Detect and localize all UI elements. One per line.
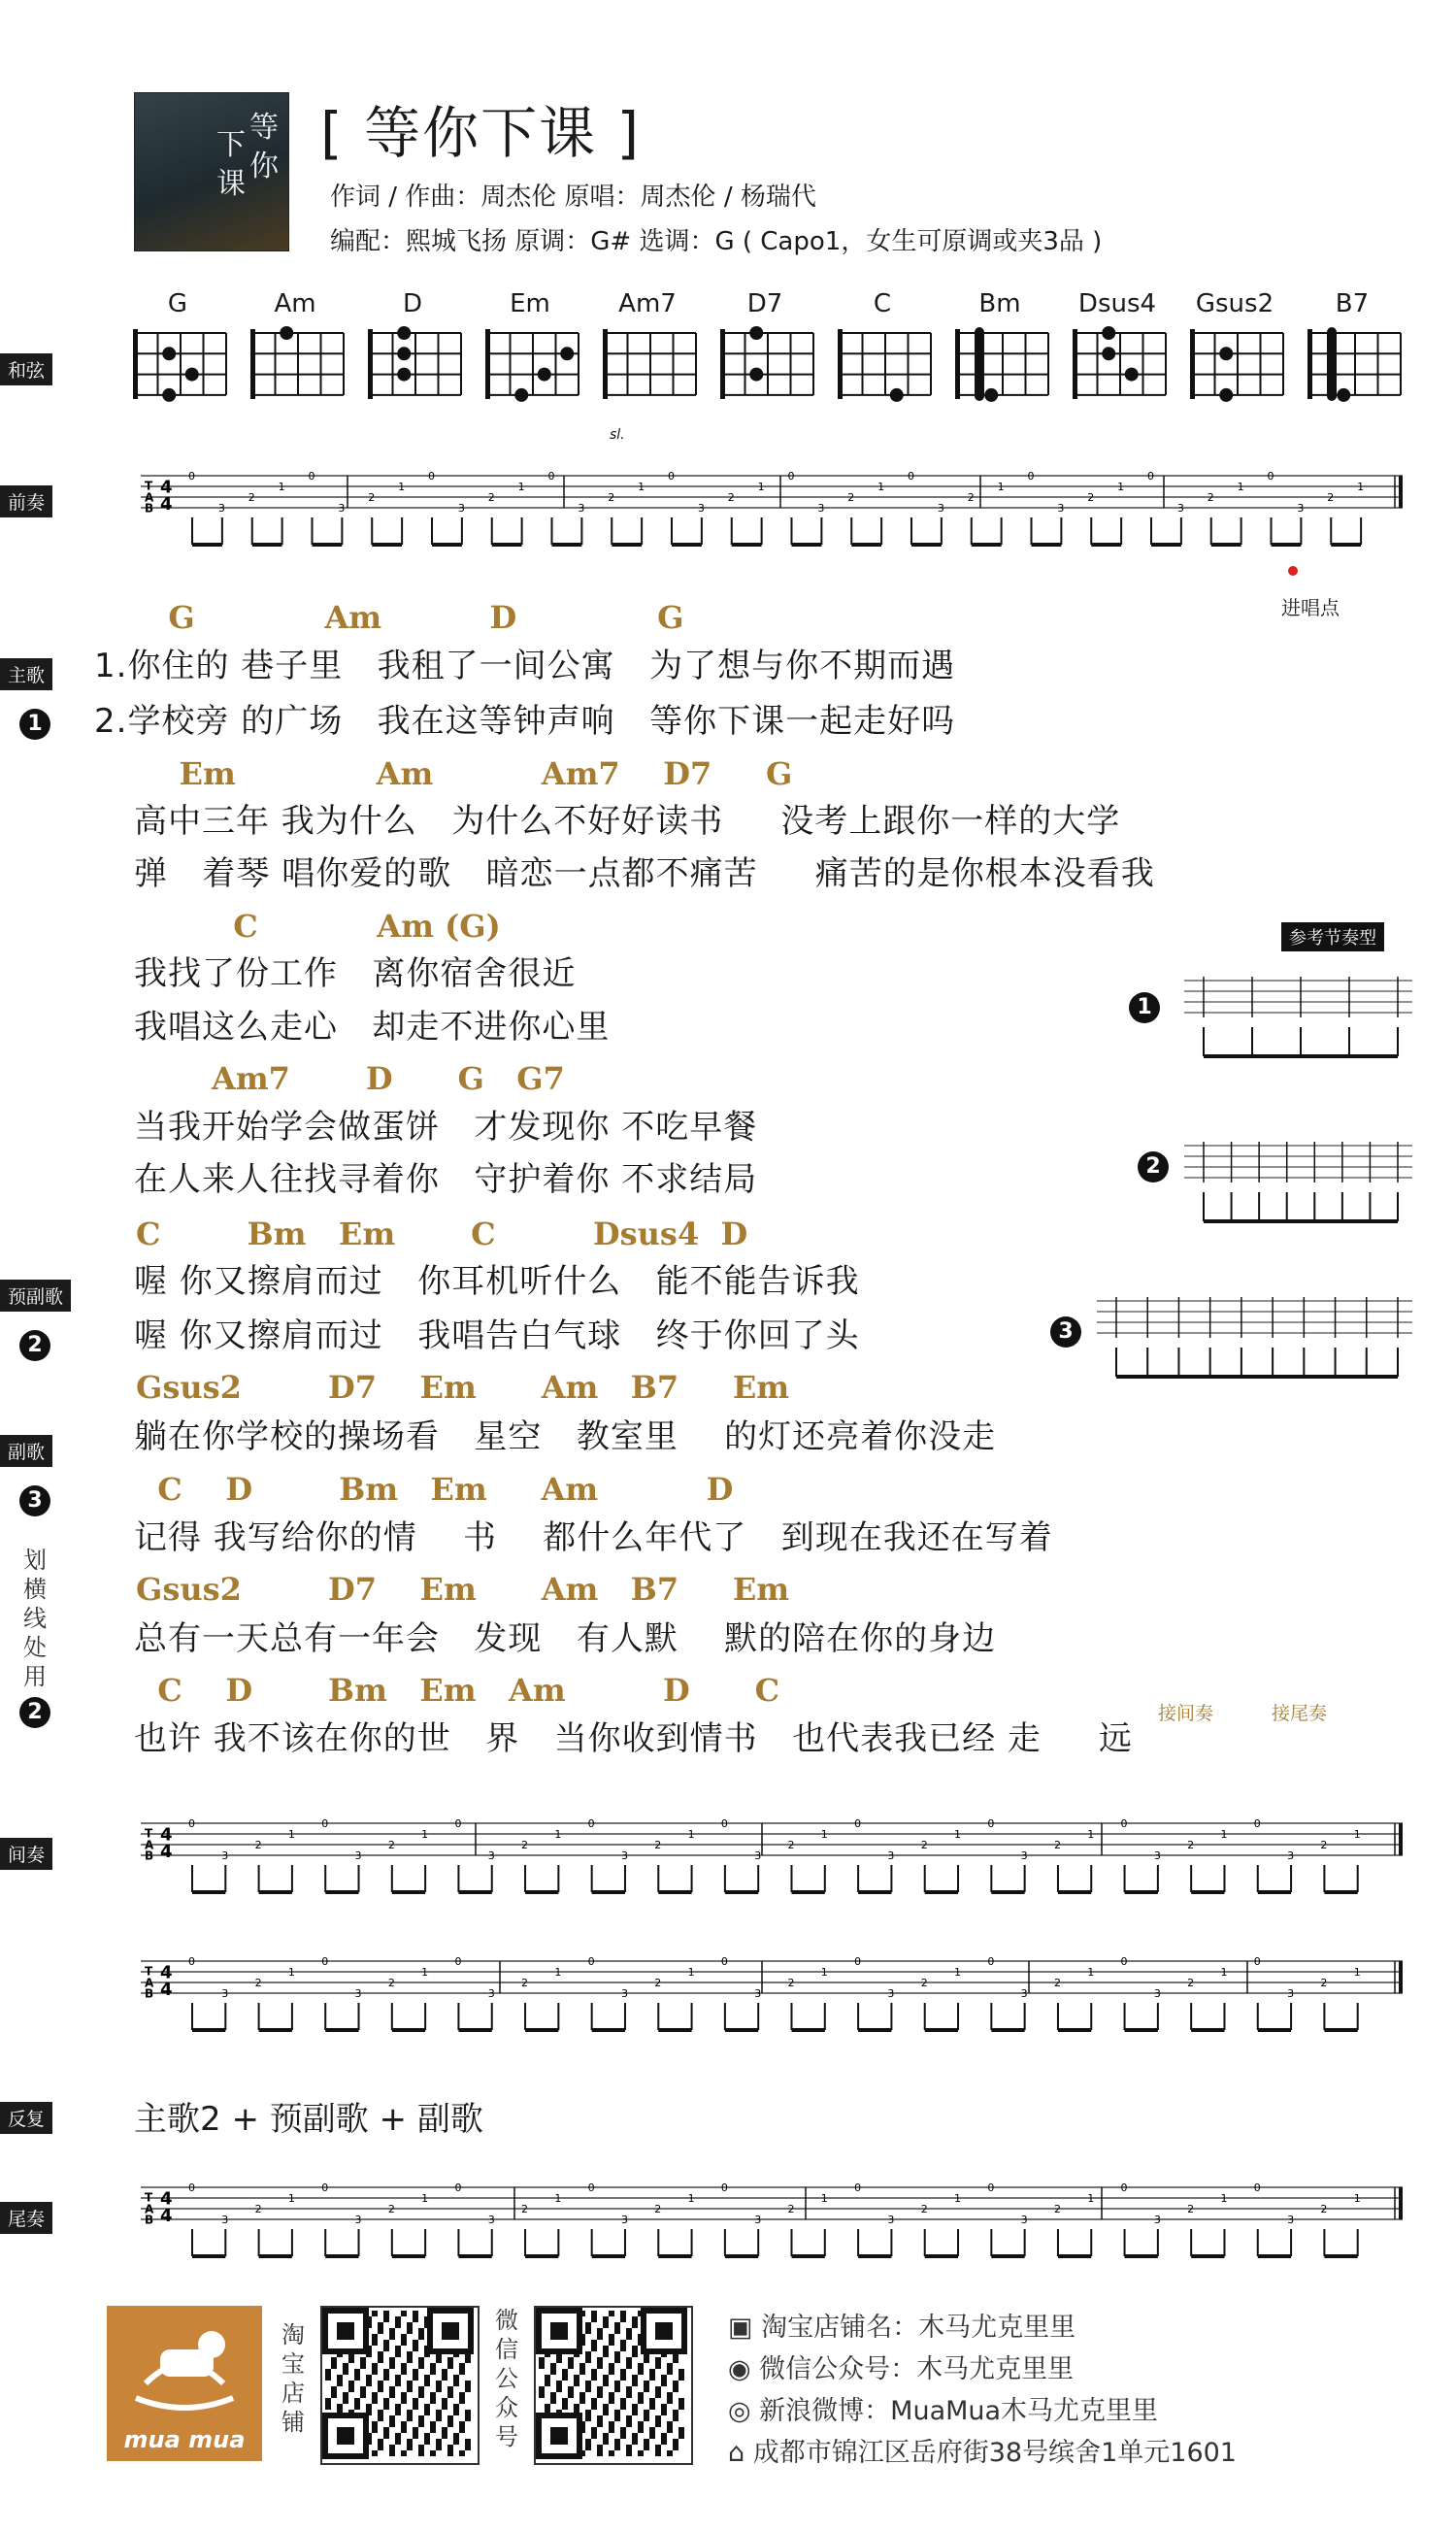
svg-text:2: 2	[1320, 1839, 1328, 1851]
qr2-char: 号	[495, 2423, 518, 2450]
side-note-char: 处	[23, 1634, 47, 1661]
chord-name: Bm	[978, 289, 1021, 318]
svg-text:3: 3	[887, 1849, 895, 1862]
section-label-intro: 前奏	[0, 485, 52, 517]
svg-text:2: 2	[787, 1839, 795, 1851]
svg-text:2: 2	[1327, 491, 1335, 504]
wechat-row	[728, 2348, 1074, 2385]
taobao-qr-code[interactable]	[320, 2306, 480, 2465]
chord-name: Am	[274, 289, 316, 318]
wechat-icon: ◉	[728, 2354, 760, 2384]
svg-text:4: 4	[160, 477, 173, 498]
svg-text:1: 1	[421, 2192, 429, 2205]
svg-text:1: 1	[1087, 2192, 1095, 2205]
svg-text:1: 1	[820, 2192, 828, 2205]
svg-text:1: 1	[421, 1966, 429, 1979]
svg-text:2: 2	[1053, 1839, 1061, 1851]
svg-text:2: 2	[254, 1839, 262, 1851]
svg-text:0: 0	[1120, 1955, 1128, 1968]
svg-text:T: T	[145, 1826, 153, 1841]
svg-text:1: 1	[287, 2192, 295, 2205]
svg-text:0: 0	[1027, 470, 1035, 483]
home-icon: ⌂	[728, 2438, 753, 2468]
side-note-char: 用	[23, 1663, 47, 1690]
chord-name: D7	[746, 289, 783, 318]
svg-text:2: 2	[1207, 491, 1214, 504]
chord-diagram	[1186, 325, 1288, 403]
credits-line: 作词 / 作曲：周杰伦 原唱：周杰伦 / 杨瑞代	[330, 183, 816, 212]
lyric-line: 躺在你学校的操场看 星空 教室里 的灯还亮着你没走	[134, 1417, 997, 1456]
svg-text:1: 1	[1353, 1828, 1361, 1841]
side-note-char: 线	[23, 1605, 47, 1632]
svg-text:4: 4	[160, 1842, 173, 1863]
svg-text:1: 1	[997, 481, 1005, 493]
svg-text:1: 1	[554, 2192, 562, 2205]
qr1-label	[280, 2320, 307, 2437]
chord-line: Am7 D G G7	[136, 1060, 565, 1097]
svg-text:0: 0	[1253, 2181, 1261, 2194]
svg-text:1: 1	[1220, 1966, 1228, 1979]
svg-text:0: 0	[1267, 470, 1274, 483]
qr2-char: 公	[495, 2365, 518, 2392]
side-note-char: 划	[23, 1547, 47, 1574]
svg-text:3: 3	[1176, 502, 1184, 515]
chord-line: Em Am Am7 D7 G	[136, 755, 793, 792]
svg-text:1: 1	[1357, 481, 1365, 493]
svg-text:2: 2	[521, 1977, 529, 1989]
svg-text:1: 1	[1237, 481, 1244, 493]
svg-text:2: 2	[521, 1839, 529, 1851]
chord-name: Gsus2	[1195, 289, 1274, 318]
chord-name: Dsus4	[1077, 289, 1157, 318]
svg-text:0: 0	[720, 1817, 728, 1830]
taobao-icon: ▣	[728, 2313, 762, 2343]
section-label-verse: 主歌	[0, 658, 52, 690]
svg-text:0: 0	[188, 470, 195, 483]
rhythm-number: 3	[1050, 1316, 1081, 1348]
qr1-char: 宝	[281, 2350, 305, 2378]
chord-name: C	[873, 289, 892, 318]
lyric-line: 当我开始学会做蛋饼 才发现你 不吃早餐	[134, 1108, 758, 1147]
qr1-char: 店	[281, 2380, 305, 2407]
logo-text: mua mua	[123, 2426, 246, 2453]
chord-diagram	[951, 325, 1053, 403]
qr2-char: 信	[495, 2336, 518, 2363]
weibo-icon: ◎	[728, 2396, 760, 2426]
svg-text:2: 2	[920, 1977, 928, 1989]
chord-line: C D Bm Em Am D	[136, 1471, 734, 1508]
svg-text:0: 0	[987, 1817, 995, 1830]
svg-text:0: 0	[188, 2181, 195, 2194]
svg-text:2: 2	[847, 491, 855, 504]
svg-text:0: 0	[854, 2181, 862, 2194]
qr1-char: 铺	[281, 2409, 305, 2436]
svg-text:1: 1	[954, 1828, 962, 1841]
svg-text:1: 1	[554, 1966, 562, 1979]
svg-text:1: 1	[687, 1966, 695, 1979]
svg-text:A: A	[145, 1976, 154, 1990]
chord-diagram	[364, 325, 466, 403]
side-note	[21, 1546, 49, 1691]
svg-text:2: 2	[654, 1977, 662, 1989]
svg-text:0: 0	[987, 1955, 995, 1968]
lyric-line: 喔 你又擦肩而过 你耳机听什么 能不能告诉我	[134, 1262, 860, 1301]
svg-text:1: 1	[954, 1966, 962, 1979]
chord-line: C D Bm Em Am D C	[136, 1672, 780, 1709]
svg-text:0: 0	[787, 470, 795, 483]
svg-text:1: 1	[278, 481, 285, 493]
svg-text:2: 2	[787, 1977, 795, 1989]
svg-text:2: 2	[1053, 2203, 1061, 2215]
svg-text:2: 2	[1187, 1839, 1195, 1851]
svg-text:2: 2	[254, 2203, 262, 2215]
outro-tab-staff	[131, 2168, 1412, 2284]
svg-text:1: 1	[287, 1828, 295, 1841]
chorus-rhythm-number: 3	[19, 1485, 50, 1516]
qr2-char: 微	[495, 2307, 518, 2334]
chord-diagram	[247, 325, 348, 403]
svg-text:1: 1	[687, 1828, 695, 1841]
lyric-line: 在人来人往找寻着你 守护着你 不求结局	[134, 1160, 758, 1199]
svg-text:2: 2	[654, 2203, 662, 2215]
svg-text:3: 3	[1287, 1849, 1295, 1862]
qr2-label	[493, 2306, 520, 2451]
svg-text:4: 4	[160, 1962, 173, 1983]
svg-text:3: 3	[887, 1987, 895, 2000]
svg-text:1: 1	[1087, 1828, 1095, 1841]
svg-text:T: T	[145, 479, 153, 493]
svg-text:2: 2	[368, 491, 376, 504]
svg-text:A: A	[145, 490, 154, 505]
svg-text:T: T	[145, 2190, 153, 2205]
svg-text:0: 0	[1120, 2181, 1128, 2194]
chord-name: D	[402, 289, 423, 318]
chord-diagram	[834, 325, 936, 403]
rhythm-pattern-2	[1179, 1126, 1417, 1233]
chord-line: G Am D G	[136, 599, 684, 636]
svg-text:T: T	[145, 1964, 153, 1979]
svg-text:3: 3	[1057, 502, 1065, 515]
svg-text:4: 4	[160, 1980, 173, 2001]
to-outro-label: 接尾奏	[1272, 1703, 1328, 1724]
svg-text:2: 2	[1320, 1977, 1328, 1989]
svg-text:3: 3	[221, 1849, 229, 1862]
section-label-chorus: 副歌	[0, 1435, 52, 1467]
chord-diagram	[599, 325, 701, 403]
svg-text:1: 1	[877, 481, 885, 493]
svg-text:2: 2	[1320, 2203, 1328, 2215]
svg-text:2: 2	[487, 491, 495, 504]
svg-text:3: 3	[817, 502, 825, 515]
svg-text:0: 0	[454, 2181, 462, 2194]
svg-text:1: 1	[954, 2192, 962, 2205]
svg-text:0: 0	[547, 470, 555, 483]
chord-line: C Bm Em C Dsus4 D	[136, 1216, 748, 1252]
lyric-line: 2.学校旁 的广场 我在这等钟声响 等你下课一起走好吗	[94, 702, 956, 741]
svg-text:0: 0	[428, 470, 435, 483]
svg-text:3: 3	[937, 502, 944, 515]
svg-text:4: 4	[160, 494, 173, 516]
svg-text:3: 3	[1020, 1987, 1028, 2000]
shop-name[interactable]: 淘宝店铺名：木马尤克里里	[761, 2313, 1076, 2343]
svg-text:3: 3	[1287, 2214, 1295, 2226]
section-label-interlude: 间奏	[0, 1838, 52, 1870]
svg-text:3: 3	[354, 2214, 362, 2226]
to-interlude-label: 接间奏	[1158, 1703, 1214, 1724]
chord-line: Gsus2 D7 Em Am B7 Em	[136, 1571, 790, 1608]
svg-text:0: 0	[454, 1955, 462, 1968]
svg-text:B: B	[145, 1986, 154, 2001]
svg-text:3: 3	[487, 2214, 495, 2226]
svg-text:0: 0	[188, 1817, 195, 1830]
sing-in-label: 进唱点	[1281, 596, 1340, 619]
svg-text:2: 2	[654, 1839, 662, 1851]
cover-char: 你	[249, 150, 279, 183]
cover-char: 等	[249, 111, 279, 145]
svg-text:0: 0	[321, 2181, 329, 2194]
section-label-prechorus: 预副歌	[0, 1280, 71, 1312]
svg-text:3: 3	[1153, 2214, 1161, 2226]
svg-text:1: 1	[398, 481, 406, 493]
svg-text:3: 3	[221, 2214, 229, 2226]
weibo-row	[728, 2389, 1158, 2427]
svg-text:4: 4	[160, 2188, 173, 2210]
svg-text:3: 3	[578, 502, 585, 515]
lyric-line: 总有一天总有一年会 发现 有人默 默的陪在你的身边	[134, 1619, 997, 1658]
lyric-line: 弹 着琴 唱你爱的歌 暗恋一点都不痛苦 痛苦的是你根本没看我	[134, 854, 1155, 893]
repeat-instruction: 主歌2 + 预副歌 + 副歌	[134, 2100, 483, 2139]
svg-text:2: 2	[1053, 1977, 1061, 1989]
wechat-name[interactable]: 微信公众号：木马尤克里里	[759, 2354, 1075, 2384]
svg-text:1: 1	[1220, 2192, 1228, 2205]
svg-text:2: 2	[787, 2203, 795, 2215]
svg-text:1: 1	[1353, 2192, 1361, 2205]
address-row	[728, 2431, 1237, 2469]
svg-text:2: 2	[387, 1977, 395, 1989]
svg-text:0: 0	[668, 470, 675, 483]
svg-text:2: 2	[248, 491, 255, 504]
svg-text:1: 1	[820, 1966, 828, 1979]
address-text: 成都市锦江区岳府街38号缤舍1单元1601	[752, 2438, 1237, 2468]
chord-name: B7	[1335, 289, 1370, 318]
section-label-outro: 尾奏	[0, 2202, 52, 2234]
brand-logo	[107, 2306, 262, 2461]
rocking-horse-icon	[107, 2306, 262, 2422]
svg-text:1: 1	[757, 481, 765, 493]
svg-text:1: 1	[1087, 1966, 1095, 1979]
reference-rhythm-title: 参考节奏型	[1281, 922, 1384, 951]
svg-text:3: 3	[487, 1987, 495, 2000]
chord-line: C Am (G)	[136, 908, 501, 945]
chord-diagram	[481, 325, 583, 403]
svg-text:3: 3	[697, 502, 705, 515]
svg-text:0: 0	[321, 1955, 329, 1968]
svg-text:3: 3	[217, 502, 225, 515]
chord-name: G	[167, 289, 188, 318]
svg-text:1: 1	[287, 1966, 295, 1979]
svg-text:3: 3	[338, 502, 346, 515]
lyric-line: 1.你住的 巷子里 我租了一间公寓 为了想与你不期而遇	[94, 647, 956, 685]
svg-text:0: 0	[587, 2181, 595, 2194]
svg-text:0: 0	[321, 1817, 329, 1830]
svg-text:A: A	[145, 2202, 154, 2216]
side-note-char: 横	[23, 1576, 47, 1603]
svg-text:0: 0	[1147, 470, 1154, 483]
svg-text:0: 0	[1253, 1817, 1261, 1830]
svg-text:3: 3	[354, 1987, 362, 2000]
svg-text:3: 3	[1297, 502, 1305, 515]
svg-text:0: 0	[720, 1955, 728, 1968]
svg-text:3: 3	[887, 2214, 895, 2226]
prechorus-rhythm-number: 2	[19, 1330, 50, 1361]
cover-char: 下	[216, 128, 246, 162]
svg-text:2: 2	[387, 1839, 395, 1851]
svg-text:1: 1	[554, 1828, 562, 1841]
chord-line: Gsus2 D7 Em Am B7 Em	[136, 1369, 790, 1406]
wechat-qr-code[interactable]	[534, 2306, 693, 2465]
svg-text:0: 0	[188, 1955, 195, 1968]
svg-text:1: 1	[638, 481, 645, 493]
chord-name: Am7	[618, 289, 677, 318]
svg-text:2: 2	[727, 491, 735, 504]
slide-mark: sl.	[610, 427, 625, 443]
chord-name: Em	[510, 289, 550, 318]
svg-text:3: 3	[487, 1849, 495, 1862]
chord-diagram	[716, 325, 818, 403]
svg-text:1: 1	[1117, 481, 1125, 493]
arrangement-line: 编配：熙城飞扬 原调：G# 选调：G ( Capo1，女生可原调或夹3品 )	[330, 227, 1103, 256]
svg-text:0: 0	[587, 1955, 595, 1968]
sing-in-dot	[1288, 566, 1298, 576]
svg-text:3: 3	[1153, 1849, 1161, 1862]
svg-text:1: 1	[820, 1828, 828, 1841]
svg-text:3: 3	[1020, 2214, 1028, 2226]
svg-text:B: B	[145, 501, 154, 516]
svg-text:2: 2	[920, 2203, 928, 2215]
svg-text:2: 2	[1187, 2203, 1195, 2215]
svg-text:1: 1	[421, 1828, 429, 1841]
song-title: [ 等你下课 ]	[320, 100, 642, 166]
svg-text:1: 1	[1353, 1966, 1361, 1979]
svg-text:3: 3	[620, 1849, 628, 1862]
svg-text:1: 1	[1220, 1828, 1228, 1841]
rhythm-number: 1	[1129, 992, 1160, 1023]
svg-text:2: 2	[967, 491, 975, 504]
section-label-repeat: 反复	[0, 2102, 52, 2134]
chord-diagram	[1069, 325, 1171, 403]
svg-text:0: 0	[1120, 1817, 1128, 1830]
svg-text:2: 2	[387, 2203, 395, 2215]
svg-text:2: 2	[254, 1977, 262, 1989]
svg-text:3: 3	[754, 2214, 762, 2226]
svg-text:3: 3	[457, 502, 465, 515]
svg-text:A: A	[145, 1838, 154, 1852]
album-cover	[134, 92, 289, 251]
lyric-line: 高中三年 我为什么 为什么不好好读书 没考上跟你一样的大学	[134, 802, 1121, 841]
interlude-tab-staff-1	[131, 1804, 1412, 1920]
svg-text:B: B	[145, 1848, 154, 1863]
lyric-line: 我唱这么走心 却走不进你心里	[134, 1008, 611, 1047]
qr1-char: 淘	[281, 2321, 305, 2348]
lyric-line: 我找了份工作 离你宿舍很近	[134, 954, 577, 993]
side-note-number: 2	[19, 1697, 50, 1728]
svg-text:3: 3	[1287, 1987, 1295, 2000]
svg-text:1: 1	[517, 481, 525, 493]
weibo-name[interactable]: 新浪微博：MuaMua木马尤克里里	[759, 2396, 1159, 2426]
svg-text:0: 0	[854, 1955, 862, 1968]
svg-text:0: 0	[987, 2181, 995, 2194]
svg-text:3: 3	[620, 1987, 628, 2000]
svg-text:3: 3	[354, 1849, 362, 1862]
lyric-line: 记得 我写给你的情 书 都什么年代了 到现在我还在写着	[134, 1518, 1053, 1557]
svg-text:0: 0	[308, 470, 315, 483]
svg-text:2: 2	[1087, 491, 1095, 504]
svg-text:3: 3	[1153, 1987, 1161, 2000]
svg-text:0: 0	[854, 1817, 862, 1830]
svg-text:2: 2	[521, 2203, 529, 2215]
svg-text:0: 0	[720, 2181, 728, 2194]
rhythm-number: 2	[1138, 1151, 1169, 1182]
lyric-line: 也许 我不该在你的世 界 当你收到情书 也代表我已经 走 远	[134, 1719, 1133, 1758]
svg-text:2: 2	[1187, 1977, 1195, 1989]
chord-diagram	[1304, 325, 1406, 403]
svg-text:1: 1	[687, 2192, 695, 2205]
intro-tab-staff	[131, 451, 1412, 578]
rhythm-pattern-3	[1092, 1282, 1417, 1398]
chord-diagram	[129, 325, 231, 403]
section-label-chords: 和弦	[0, 353, 52, 385]
interlude-tab-staff-2	[131, 1942, 1412, 2058]
svg-text:4: 4	[160, 2206, 173, 2227]
svg-text:0: 0	[1253, 1955, 1261, 1968]
lyric-line: 喔 你又擦肩而过 我唱告白气球 终于你回了头	[134, 1316, 860, 1355]
svg-text:4: 4	[160, 1824, 173, 1846]
verse-number: 1	[19, 709, 50, 740]
svg-text:2: 2	[920, 1839, 928, 1851]
svg-text:B: B	[145, 2213, 154, 2227]
cover-char: 课	[216, 167, 246, 201]
svg-text:3: 3	[620, 2214, 628, 2226]
svg-text:3: 3	[754, 1987, 762, 2000]
qr2-char: 众	[495, 2394, 518, 2421]
svg-text:3: 3	[1020, 1849, 1028, 1862]
svg-text:3: 3	[221, 1987, 229, 2000]
rhythm-pattern-1	[1179, 961, 1417, 1068]
shop-row	[728, 2306, 1075, 2344]
svg-text:0: 0	[454, 1817, 462, 1830]
svg-text:0: 0	[587, 1817, 595, 1830]
svg-text:0: 0	[908, 470, 914, 483]
svg-text:2: 2	[608, 491, 615, 504]
svg-text:3: 3	[754, 1849, 762, 1862]
